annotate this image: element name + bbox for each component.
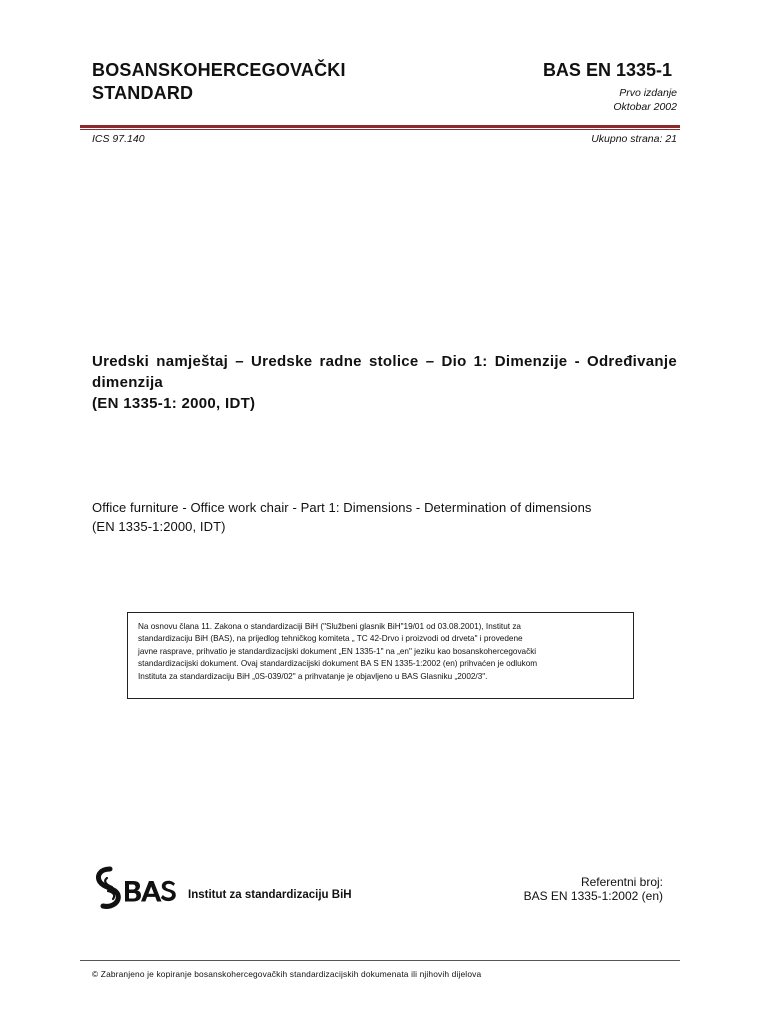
copyright-notice: © Zabranjeno je kopiranje bosanskohercegovačkih standardizacijskih dokumenata ili njihovih dijelova xyxy=(92,969,482,979)
title-bosnian-line-2: dimenzija xyxy=(92,374,164,391)
reference-label: Referentni broj: xyxy=(580,875,663,889)
notice-line-3: javne rasprave, prihvatio je standardizacijski dokument „EN 1335-1" na „en" jeziku kao bosanskohercegovački xyxy=(138,646,537,656)
notice-line-1: Na osnovu člana 11. Zakona o standardizaciji BiH ("Službeni glasnik BiH"19/01 od 03.08.2001), Institut za xyxy=(138,622,521,631)
organization-title xyxy=(92,59,422,105)
ics-code: ICS 97.140 xyxy=(92,133,145,145)
title-bosnian xyxy=(92,351,677,414)
bas-logo-icon xyxy=(94,866,178,910)
notice-line-4: standardizacijski dokument. Ovaj standardizacijski dokument BA S EN 1335-1:2002 (en) prihvaćen je odlukom xyxy=(138,659,538,669)
organization-title-line-1: BOSANSKOHERCEGOVAČKI xyxy=(92,60,346,80)
standard-number: BAS EN 1335-1 xyxy=(542,60,672,80)
header-rule-secondary xyxy=(80,129,680,130)
organization-title-line-2: STANDARD xyxy=(92,83,194,103)
footer-rule xyxy=(80,960,680,961)
header-rule xyxy=(80,125,680,128)
total-pages: Ukupno strana: 21 xyxy=(591,133,677,145)
title-bosnian-line-3: (EN 1335-1: 2000, IDT) xyxy=(92,395,256,412)
title-english xyxy=(92,498,677,536)
title-bosnian-line-1: Uredski namještaj – Uredske radne stolice – Dio 1: Dimenzije - Određivanje xyxy=(92,353,677,370)
notice-line-5: Instituta za standardizaciju BiH „0S-039/02" a prihvatanje je objavljeno u BAS Glasniku „2002/3". xyxy=(138,671,488,681)
publication-date: Oktobar 2002 xyxy=(613,101,677,113)
edition-label: Prvo izdanje xyxy=(619,87,677,99)
institute-name: Institut za standardizaciju BiH xyxy=(188,889,352,901)
reference-number: BAS EN 1335-1:2002 (en) xyxy=(523,889,663,903)
title-english-line-2: (EN 1335-1:2000, IDT) xyxy=(92,519,226,534)
title-english-line-1: Office furniture - Office work chair - Part 1: Dimensions - Determination of dimensions xyxy=(92,500,592,515)
notice-line-2: standardizaciju BiH (BAS), na prijedlog tehničkog komiteta „ TC 42-Drvo i proizvodi od drveta" i provedene xyxy=(138,634,523,644)
adoption-notice-box xyxy=(127,612,634,699)
